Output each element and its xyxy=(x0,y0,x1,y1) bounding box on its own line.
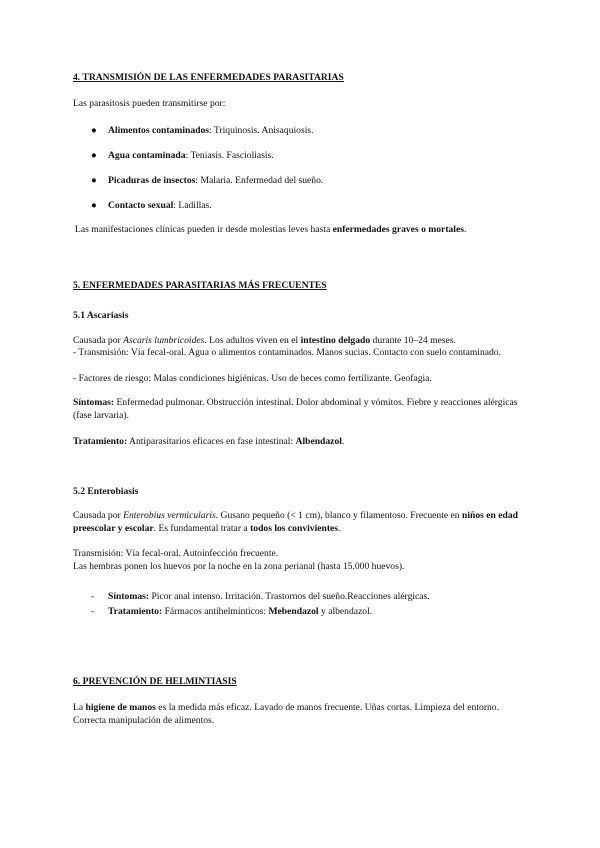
section-6-text: La higiene de manos es la medida más eficaz. Lavado de manos frecuente. Uñas cortas. Limpieza del entorno. Correcta manipulación de alimentos. xyxy=(73,702,500,726)
bullet-icon: ● xyxy=(91,175,97,186)
section-5-heading: 5. ENFERMEDADES PARASITARIAS MÁS FRECUENTES xyxy=(73,280,327,291)
ascariasis-treatment: Tratamiento: Antiparasitarios eficaces en fase intestinal: Albendazol. xyxy=(73,436,345,447)
ascariasis-symptoms: Síntomas: Enfermedad pulmonar. Obstrucción intestinal. Dolor abdominal y vómitos. Fiebre y reacciones alérgicas (fase larvaria). xyxy=(73,397,518,421)
section-4-closing: Las manifestaciones clínicas pueden ir desde molestias leves hasta enfermedades graves o mortales. xyxy=(75,224,467,235)
list-item: ● Contacto sexual: Ladillas. xyxy=(91,200,212,211)
bullet-icon: ● xyxy=(91,200,97,211)
list-item: ● Picaduras de insectos: Malaria. Enfermedad del sueño. xyxy=(91,175,324,186)
bullet-icon: ● xyxy=(91,150,97,161)
ascariasis-title: 5.1 Ascariasis xyxy=(73,310,129,321)
section-6-heading: 6. PREVENCIÓN DE HELMINTIASIS xyxy=(73,676,237,687)
ascariasis-transmission: - Transmisión: Vía fecal-oral. Agua o alimentos contaminados. Manos sucias. Contacto con suelo contaminado. xyxy=(73,347,501,358)
list-item: - Tratamiento: Fármacos antihelmínticos: Mebendazol y albendazol. xyxy=(91,606,373,617)
section-4-intro: Las parasitosis pueden transmitirse por: xyxy=(73,98,226,109)
enterobiasis-transmission: Transmisión: Vía fecal-oral. Autoinfección frecuente. xyxy=(73,548,279,559)
ascariasis-cause: Causada por Ascaris lumbricoides. Los adultos viven en el intestino delgado durante 10–24 meses. xyxy=(73,335,456,346)
list-item: - Síntomas: Picor anal intenso. Irritación. Trastornos del sueño.Reacciones alérgicas. xyxy=(91,591,430,602)
enterobiasis-title: 5.2 Enterobiasis xyxy=(73,486,139,497)
bullet-icon: ● xyxy=(91,125,97,136)
enterobiasis-cause: Causada por Enterobius vermicularis. Gusano pequeño (< 1 cm), blanco y filamentoso. Frecuente en niños en edad preescolar y escolar. Es fundamental tratar a todos los convivientes. xyxy=(73,510,518,534)
enterobiasis-eggs: Las hembras ponen los huevos por la noche en la zona perianal (hasta 15.000 huevos). xyxy=(73,561,405,572)
ascariasis-risk: - Factores de riesgo: Malas condiciones higiénicas. Uso de heces como fertilizante. Geofagia. xyxy=(73,373,432,384)
section-4-heading: 4. TRANSMISIÓN DE LAS ENFERMEDADES PARASITARIAS xyxy=(73,72,344,83)
dash-icon: - xyxy=(91,606,95,617)
list-item: ● Agua contaminada: Teniasis. Fascioliasis. xyxy=(91,150,274,161)
list-item: ● Alimentos contaminados: Triquinosis. Anisaquiosis. xyxy=(91,125,314,136)
dash-icon: - xyxy=(91,591,95,602)
